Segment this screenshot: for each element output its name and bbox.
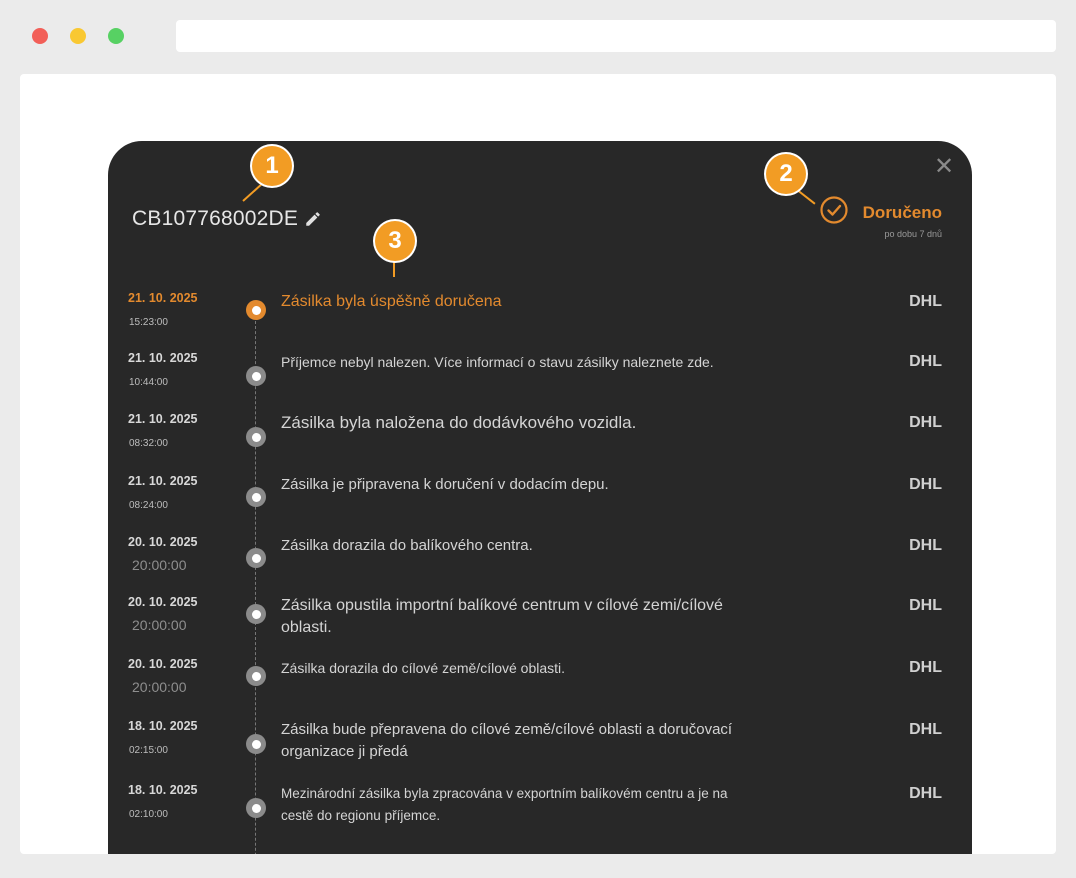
event-carrier: DHL xyxy=(909,353,942,370)
event-time: 10:44:00 xyxy=(129,377,168,388)
event-description: Zásilka byla úspěšně doručena xyxy=(281,293,502,310)
timeline-node xyxy=(246,366,266,386)
timeline-event xyxy=(108,474,972,530)
event-description: Zásilka je připravena k doručení v dodacím depu. xyxy=(281,476,609,493)
timeline-node xyxy=(246,604,266,624)
address-bar[interactable] xyxy=(176,20,1056,52)
edit-pencil-icon[interactable] xyxy=(304,210,322,228)
event-date: 18. 10. 2025 xyxy=(128,783,198,797)
event-time: 15:23:00 xyxy=(129,317,168,328)
tracking-panel xyxy=(108,141,972,854)
timeline-event xyxy=(108,595,972,651)
event-time: 20:00:00 xyxy=(132,679,187,695)
event-date: 21. 10. 2025 xyxy=(128,291,198,305)
timeline-event xyxy=(108,351,972,407)
status-label: Doručeno xyxy=(862,202,942,222)
window-close-dot[interactable] xyxy=(32,28,48,44)
event-description: Příjemce nebyl nalezen. Více informací o stavu zásilky naleznete zde. xyxy=(281,354,714,370)
status-duration: po dobu 7 dnů xyxy=(884,229,942,239)
timeline-node xyxy=(246,487,266,507)
event-time: 08:24:00 xyxy=(129,500,168,511)
timeline-event xyxy=(108,291,972,347)
event-time: 20:00:00 xyxy=(132,617,187,633)
event-carrier: DHL xyxy=(909,659,942,676)
timeline-event xyxy=(108,719,972,775)
tracking-number: CB107768002DE xyxy=(132,207,299,230)
timeline-node xyxy=(246,548,266,568)
event-time: 02:10:00 xyxy=(129,809,168,820)
event-description: Zásilka dorazila do cílové země/cílové oblasti. xyxy=(281,660,566,676)
event-date: 21. 10. 2025 xyxy=(128,474,198,488)
timeline-event xyxy=(108,412,972,468)
delivery-status xyxy=(819,195,942,230)
event-description: Mezinárodní zásilka byla zpracována v exportním balíkovém centru a je na cestě do regionu příjemce. xyxy=(281,786,728,823)
event-description: Zásilka dorazila do balíkového centra. xyxy=(281,537,533,554)
event-time: 20:00:00 xyxy=(132,557,187,573)
event-carrier: DHL xyxy=(909,293,942,310)
event-date: 21. 10. 2025 xyxy=(128,351,198,365)
timeline-node xyxy=(246,666,266,686)
event-date: 20. 10. 2025 xyxy=(128,535,198,549)
event-carrier: DHL xyxy=(909,414,942,431)
timeline-event xyxy=(108,657,972,713)
timeline-node xyxy=(246,734,266,754)
callout-badge-3: 3 xyxy=(375,221,415,261)
timeline-node-active xyxy=(246,300,266,320)
event-date: 18. 10. 2025 xyxy=(128,719,198,733)
page-content xyxy=(20,74,1056,854)
callout-badge-1: 1 xyxy=(252,146,292,186)
event-date: 21. 10. 2025 xyxy=(128,412,198,426)
tracking-header xyxy=(132,207,322,231)
event-description: Zásilka opustila importní balíkové centrum v cílové zemi/cílové oblasti. xyxy=(281,597,723,636)
event-time: 02:15:00 xyxy=(129,745,168,756)
event-carrier: DHL xyxy=(909,597,942,614)
event-date: 20. 10. 2025 xyxy=(128,595,198,609)
event-time: 08:32:00 xyxy=(129,438,168,449)
event-description: Zásilka byla naložena do dodávkového vozidla. xyxy=(281,413,637,432)
close-icon[interactable]: ✕ xyxy=(933,153,955,180)
check-circle-icon xyxy=(819,195,849,230)
window-minimize-dot[interactable] xyxy=(70,28,86,44)
timeline-event xyxy=(108,783,972,839)
callout-badge-2: 2 xyxy=(766,154,806,194)
event-description: Zásilka bude přepravena do cílové země/cílové oblasti a doručovací organizace ji předá xyxy=(281,721,733,760)
window-maximize-dot[interactable] xyxy=(108,28,124,44)
event-carrier: DHL xyxy=(909,537,942,554)
timeline-event xyxy=(108,535,972,591)
event-carrier: DHL xyxy=(909,476,942,493)
timeline-node xyxy=(246,427,266,447)
event-date: 20. 10. 2025 xyxy=(128,657,198,671)
event-carrier: DHL xyxy=(909,721,942,738)
event-carrier: DHL xyxy=(909,785,942,802)
callout-3-pointer xyxy=(393,261,395,277)
timeline-node xyxy=(246,798,266,818)
